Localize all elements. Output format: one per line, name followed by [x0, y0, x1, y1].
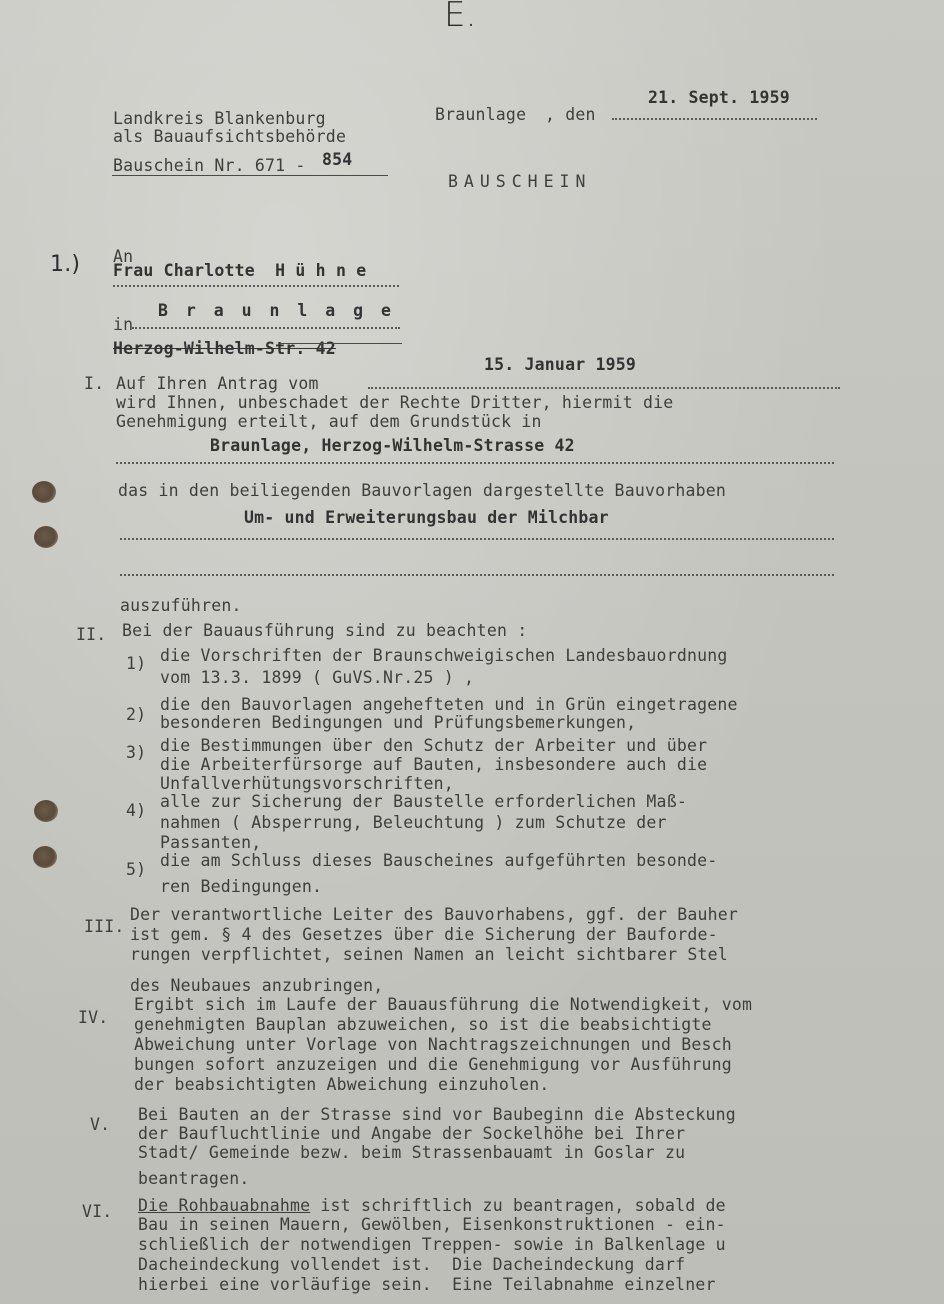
item-text: Unfallverhütungsvorschriften,	[160, 774, 454, 793]
application-date: 15. Januar 1959	[484, 355, 637, 374]
application-date-dotted-line	[368, 387, 840, 389]
section-II-intro: Bei der Bauausführung sind zu beachten :	[122, 621, 528, 640]
punch-hole	[33, 846, 57, 868]
section-V-line: beantragen.	[138, 1169, 250, 1188]
item-text: Passanten,	[160, 833, 262, 852]
punch-hole	[32, 481, 56, 503]
item-number: 1)	[126, 654, 147, 673]
section-IV-line: der beabsichtigten Abweichung einzuholen.	[134, 1075, 550, 1094]
property-location: Braunlage, Herzog-Wilhelm-Strasse 42	[210, 436, 575, 455]
section-VI-line: Dacheindeckung vollendet ist. Die Dacheindeckung darf	[138, 1255, 686, 1274]
project-dotted-line1	[120, 538, 834, 540]
section-IV-line: Abweichung unter Vorlage von Nachtragszeichnungen und Besch	[134, 1035, 732, 1054]
margin-handwritten-mark: 1.)	[50, 252, 81, 277]
section-III-line: des Neubaues anzubringen,	[130, 976, 384, 995]
item-text: die den Bauvorlagen angehefteten und in Grün eingetragene	[160, 695, 738, 714]
section-III-number: III.	[84, 917, 125, 936]
recipient-an: An	[113, 247, 134, 266]
document-title: BAUSCHEIN	[448, 172, 592, 191]
item-text: alle zur Sicherung der Baustelle erforderlichen Maß-	[160, 792, 687, 811]
authority-line1: Landkreis Blankenburg	[113, 109, 326, 128]
section-VI-number: VI.	[82, 1202, 113, 1221]
section-V-number: V.	[90, 1115, 111, 1134]
section-I-line3: Genehmigung erteilt, auf dem Grundstück in	[116, 412, 542, 431]
section-I-line5: auszuführen.	[120, 596, 242, 615]
date-dotted-line	[612, 118, 817, 120]
section-V-line: Stadt/ Gemeinde bezw. beim Strassenbauamt in Goslar zu	[138, 1143, 686, 1162]
section-IV-line: genehmigten Bauplan abzuweichen, so ist die beabsichtigte	[134, 1015, 712, 1034]
item-text: die am Schluss dieses Bauscheines aufgeführten besonde-	[160, 851, 718, 870]
section-V-line: der Baufluchtlinie und Angabe der Sockelhöhe bei Ihrer	[138, 1124, 686, 1143]
project-description: Um- und Erweiterungsbau der Milchbar	[244, 508, 609, 527]
section-V-line: Bei Bauten an der Strasse sind vor Baubeginn die Absteckung	[138, 1105, 736, 1124]
den-label: , den	[545, 105, 596, 124]
section-IV-number: IV.	[78, 1008, 109, 1027]
section-VI-line: Bau in seinen Mauern, Gewölben, Eisenkonstruktionen - ein-	[138, 1215, 726, 1234]
item-text: nahmen ( Absperrung, Beleuchtung ) zum Schutze der	[160, 813, 667, 832]
punch-hole	[34, 526, 58, 548]
section-III-line: rungen verpflichtet, seinen Namen an leicht sichtbarer Stel	[130, 945, 728, 964]
recipient-in-label: in	[113, 315, 134, 334]
place: Braunlage	[435, 105, 527, 124]
street-underline	[280, 343, 402, 344]
section-I-line2: wird Ihnen, unbeschadet der Rechte Dritter, hiermit die	[116, 393, 674, 412]
name-dotted-line	[113, 285, 399, 287]
project-dotted-line2	[120, 574, 834, 576]
rohbauabnahme-underlined: Die Rohbauabnahme	[138, 1196, 311, 1215]
item-text: vom 13.3. 1899 ( GuVS.Nr.25 ) ,	[160, 668, 475, 687]
recipient-street: Herzog-Wilhelm-Str. 42	[113, 339, 336, 358]
item-number: 2)	[126, 705, 147, 724]
section-IV-line: bungen sofort anzuzeigen und die Genehmigung vor Ausführung	[134, 1055, 732, 1074]
permit-underline	[112, 175, 388, 176]
item-number: 4)	[126, 801, 147, 820]
item-text: ren Bedingungen.	[160, 877, 323, 896]
item-number: 3)	[126, 743, 147, 762]
section-VI-line1	[138, 1197, 726, 1215]
handwritten-mark: E.	[444, 0, 477, 35]
item-number: 5)	[126, 860, 147, 879]
section-II-number: II.	[76, 625, 107, 644]
section-VI-line1-rest: ist schriftlich zu beantragen, sobald de	[310, 1196, 726, 1215]
section-VI-line: schließlich der notwendigen Treppen- sowie in Balkenlage u	[138, 1235, 726, 1254]
town-dotted-line	[132, 327, 400, 329]
item-text: die Bestimmungen über den Schutz der Arbeiter und über	[160, 736, 708, 755]
section-I-number: I.	[84, 374, 105, 393]
location-dotted-line	[116, 462, 834, 464]
section-I-line4: das in den beiliegenden Bauvorlagen dargestellte Bauvorhaben	[118, 481, 727, 500]
recipient-town: B r a u n l a g e	[158, 301, 395, 320]
permit-number-label: Bauschein Nr. 671 -	[113, 156, 306, 175]
section-I-line1: Auf Ihren Antrag vom	[116, 374, 319, 393]
item-text: besonderen Bedingungen und Prüfungsbemerkungen,	[160, 713, 637, 732]
recipient-name: Frau Charlotte H ü h n e	[113, 261, 367, 280]
permit-number: 854	[322, 150, 353, 169]
authority-line2: als Bauaufsichtsbehörde	[113, 127, 347, 146]
section-III-line: Der verantwortliche Leiter des Bauvorhabens, ggf. der Bauher	[130, 905, 739, 924]
item-text: die Vorschriften der Braunschweigischen Landesbauordnung	[160, 646, 728, 665]
date: 21. Sept. 1959	[648, 88, 790, 107]
section-IV-line: Ergibt sich im Laufe der Bauausführung die Notwendigkeit, vom	[134, 995, 753, 1014]
item-text: die Arbeiterfürsorge auf Bauten, insbesondere auch die	[160, 755, 708, 774]
section-III-line: ist gem. § 4 des Gesetzes über die Sicherung der Bauforde-	[130, 925, 718, 944]
punch-hole	[34, 800, 58, 822]
section-VI-line: hierbei eine vorläufige sein. Eine Teilabnahme einzelner	[138, 1275, 716, 1294]
